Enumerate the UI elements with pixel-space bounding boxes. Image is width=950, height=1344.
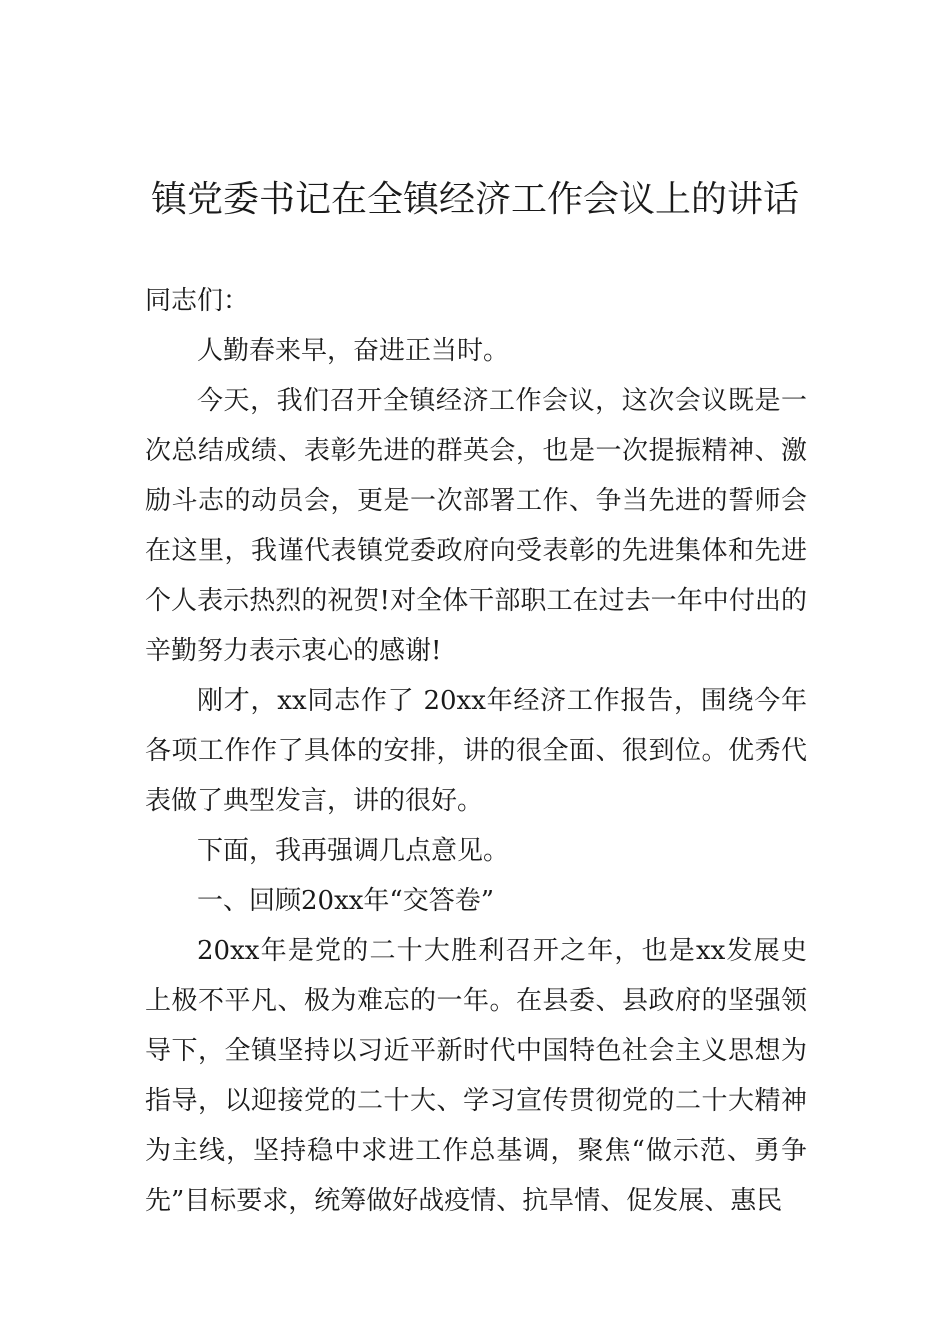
section-heading-1: 一、回顾20xx年“交答卷” [197, 886, 494, 916]
paragraph-5: 20xx年是党的二十大胜利召开之年，也是xx发展史上极不平凡、极为难忘的一年。在县委、县政府的坚强领导下，全镇坚持以习近平新时代中国特色社会主义思想为指导，以迎接党的二十大、学习宣传贯彻党的二十大精神为主线，坚持稳中求进工作总基调，聚焦“做示范、勇争先”目标要求，统筹做好战疫情、抗旱情、促发展、惠民 [145, 936, 807, 1216]
paragraph-4: 下面，我再强调几点意见。 [197, 836, 510, 866]
paragraph-3: 刚才，xx同志作了 20xx年经济工作报告，围绕今年各项工作作了具体的安排，讲的很全面、很到位。优秀代表做了典型发言，讲的很好。 [145, 686, 807, 816]
salutation: 同志们： [145, 286, 250, 316]
paragraph-1: 人勤春来早，奋进正当时。 [197, 336, 510, 366]
document-body [145, 276, 807, 1226]
document-title: 镇党委书记在全镇经济工作会议上的讲话 [150, 179, 799, 220]
paragraph-2: 今天，我们召开全镇经济工作会议，这次会议既是一次总结成绩、表彰先进的群英会，也是一次提振精神、激励斗志的动员会，更是一次部署工作、争当先进的誓师会在这里，我谨代表镇党委政府向受表彰的先进集体和先进个人表示热烈的祝贺!对全体干部职工在过去一年中付出的辛勤努力表示衷心的感谢! [145, 386, 807, 666]
